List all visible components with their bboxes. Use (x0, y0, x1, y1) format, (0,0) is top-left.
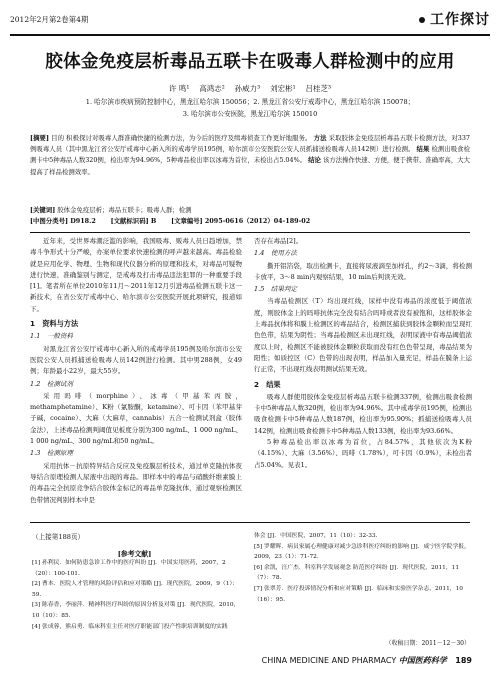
page-footer (0, 655, 472, 666)
section-heading: 1 资料与方法 (30, 319, 79, 329)
reference-item: [4] 张成蓉，熊启勇．临床科室主任对医疗职能部门投产性职培训制度的实践 (32, 623, 228, 630)
journal-name-cn: 中国医药科学 (398, 656, 447, 665)
abstract-conclusion-label: 结论 (308, 156, 321, 165)
divider-rule (30, 522, 470, 523)
keywords-text: 胶体金免疫层析；毒品五联卡；吸毒人群；检测 (57, 206, 192, 214)
abstract (30, 133, 470, 178)
page-number: 189 (455, 656, 472, 665)
section-label-text: 工作探讨 (430, 12, 490, 28)
reference-item: [3] 陈春香，李丽萍．精神科医疗纠纷的原因分析及对策 [J]．现代医院，2010，10（10）：85. (32, 602, 240, 619)
journal-name-en: CHINA MEDICINE AND PHARMACY (261, 656, 397, 665)
references-title: [参考文献] (117, 550, 152, 558)
paragraph: 吸毒人群使用胶体金免疫层析毒品五联卡检测337例，检测出吸食检测卡中5种毒品人数320例，检出率为94.96%。其中戒毒学员195例，检测出吸食检测卡中5种毒品人数187例，检出率为95.90%；抓捕送检吸毒人员142例，检测出吸食检测卡中5种毒品人数133例，检出率为93.66%。 (254, 392, 472, 435)
subsection-heading: 1.1 一般资料 (30, 332, 73, 341)
article-number: [文章编号] 2095-0616（2012）04-189-02 (171, 217, 311, 225)
paragraph: 采用抗体－抗原特异结合反应及免疫膜层析技术，通过单克隆抗体夜导结合原理检测人尿液中出现的毒品。即样本中的毒品与硝酸纤维素膜上的毒品完全抗原竞争结合胶体金标记的毒品单克隆抗体，通过观察检测区色带情况判别样本中是 (30, 461, 242, 504)
keywords-label: [关键词] (30, 206, 56, 214)
left-column (30, 236, 242, 506)
reference-item: [5] 罗耀晖．病员家属心理健康对减少急诊科医疗纠纷的影响 [J]．咸宁医学院学报，2009，23（1）：71-72. (254, 543, 470, 561)
keywords (30, 205, 470, 216)
document-code: [文献标识码] B (110, 217, 157, 225)
subsection-heading: 1.2 检测试剂 (30, 379, 73, 388)
paragraph: 否存在毒品[2]。 (254, 237, 303, 245)
subsection-heading: 1.5 结果判定 (254, 285, 297, 294)
paragraph: 采用吗啡（morphine）、冰毒（甲基苯丙胺，methamphetamine）、K粉（氯胺酮，ketamine）、可卡因（苯甲基芽子碱，cocaine）、大麻（大麻草，cannabis）五合一检测试剂盒（胶体金法），上述毒品检测判阈值见板度分别为300 ng/mL、1 000 ng/mL、1 000 ng/mL、300 ng/mL和50 ng/mL。 (30, 391, 242, 446)
received-date: （收稿日期：2011－12－30） (385, 640, 470, 647)
continued-note: （上接第188页） (32, 533, 85, 541)
abstract-method: 采取胶体金免疫层析毒品五联卡检测方法，对337例吸毒人员（其中黑龙江省公安厅戒毒中心新入所的戒毒学员195例，哈尔滨市公安医院公安人员抓捕送检吸毒人员142例）进行检测。 (30, 134, 470, 154)
running-header (10, 8, 490, 36)
divider-rule (30, 232, 470, 233)
clc-number: [中图分类号] D918.2 (30, 217, 96, 225)
bullet-icon (419, 17, 425, 23)
section-label (419, 9, 490, 29)
abstract-method-label: 方法 (313, 134, 327, 142)
paragraph: 5种毒品检出率以冰毒为首位，占84.57%，其他依次为K粉（4.15%）、大麻（3.56%）、吗啡（1.78%），可卡因（0.9%），未检出者占5.04%。见表1。 (254, 438, 472, 469)
affiliations (28, 96, 472, 120)
paragraph: 当毒品检测区（T）均出现红线，尿样中没有毒品的浓度低于阈值浓度，则胶体金上的吗啡抗体完全没有结合吗啡或者没有被饱和，这样胶体金上毒品抗体将和膜上检测区的毒品结合，检测区捕获到胶体金颗粒而呈现红色色带，结果为阴性；当毒品检测区未出现红线，表明尿液中有毒品阈值浓度以上时，检测区不能被胶体金颗粒获取而没有红色色带呈现，毒品结果为阳性；如质控区（C）色带的出现表明，样品加入量充足，样品在膜条上运行正常，不出现红线表明测试结果无效。 (254, 297, 472, 374)
references-left (32, 558, 242, 632)
abstract-result-label: 结果 (416, 145, 430, 154)
abstract-label: [摘要] (30, 134, 50, 142)
affiliation-line: 3. 哈尔滨市公安医院，黑龙江哈尔滨 150010 (182, 110, 318, 118)
references-right (254, 531, 472, 605)
affiliation-line: 1. 哈尔滨市疾病预防控制中心，黑龙江哈尔滨 150056；2. 黑龙江省公安厅戒毒中心，黑龙江哈尔滨 150078； (85, 98, 415, 106)
intro-paragraph: 近年来，受世界毒潮泛滥的影响，我国吸毒、贩毒人员日趋增加，禁毒斗争形式十分严峻，办案单位要求快速检测的呼声越来越高。毒品检验就是应用化学、物理、生物和现代仪器分析的原理和技术，对毒品可疑物进行快速、准确鉴别与测定，是戒毒及打击毒品违法犯罪的一种重要手段[1]。笔者所在单位2010年11月～2011年12月引进毒品检测五联卡这一新技术，在省公安厅戒毒中心、哈尔滨市公安医院开展此项研究，报道如下。 (30, 237, 242, 313)
paragraph: 对黑龙江省公安厅戒毒中心新入所的戒毒学员195例及哈尔滨市公安医院公安人员抓捕送检吸毒人员142例进行检测。其中男288例，女49例；年龄最小22岁，最大55岁。 (30, 344, 242, 376)
issue-info: 2012年2月第2卷第4期 (10, 15, 89, 24)
reference-item: [7] 张翠芳．医疗投诉情况分析和应对策略 [J]．临床和实验医学杂志，2011，10（16）：95. (254, 585, 463, 603)
article-meta (30, 205, 470, 227)
reference-item: [1] 孙利民．如何防患急诊工作中的医疗纠纷 [J]．中国实用医药，2007，2（20）：100-101. (32, 560, 226, 577)
classification-line (30, 216, 470, 227)
abstract-result: 检测出吸食检测卡中5种毒品人数320例，检出率为94.96%，5种毒品检出率以冰毒为首位，未检出占5.04%。 (30, 145, 470, 165)
right-column (254, 236, 472, 471)
subsection-heading: 1.3 检测原理 (30, 449, 73, 458)
abstract-conclusion: 该方法操作快速、方便，便于携带、准确率高，大大提高了样品检测效率。 (30, 156, 471, 176)
reference-item: 体会 [J]．中国医院，2007，11（10）：32-33. (254, 533, 378, 539)
section-heading: 2 结果 (254, 379, 281, 389)
abstract-objective: 目的 积极探讨对吸毒人群准确快捷的检测方法，为今后的医疗及缉毒侦查工作更好地服务。 (51, 134, 312, 142)
paragraph: 撕开铝箔袋，取出检测卡，直接将尿液滴至加样孔，约2～3滴，将检测卡放平，3～8 min内观察结果，10 min后判读无效。 (254, 261, 472, 281)
article-title: 胶体金免疫层析毒品五联卡在吸毒人群检测中的应用 (45, 52, 455, 72)
author-list: 许 鸣¹ 高鸿志² 孙威力³ 刘宏彬¹ 吕桂芝³ (169, 84, 331, 93)
subsection-heading: 1.4 使用方法 (254, 249, 297, 258)
reference-item: [6] 余凯，汪广杰．科室科学发展观念 防范医疗纠纷 [J]．现代医院，2011，11（7）：78. (254, 564, 460, 582)
reference-item: [2] 曹本．医院人才管理的风险评估和应对策略 [J]．现代医院，2009，9（1）：59. (32, 581, 239, 598)
